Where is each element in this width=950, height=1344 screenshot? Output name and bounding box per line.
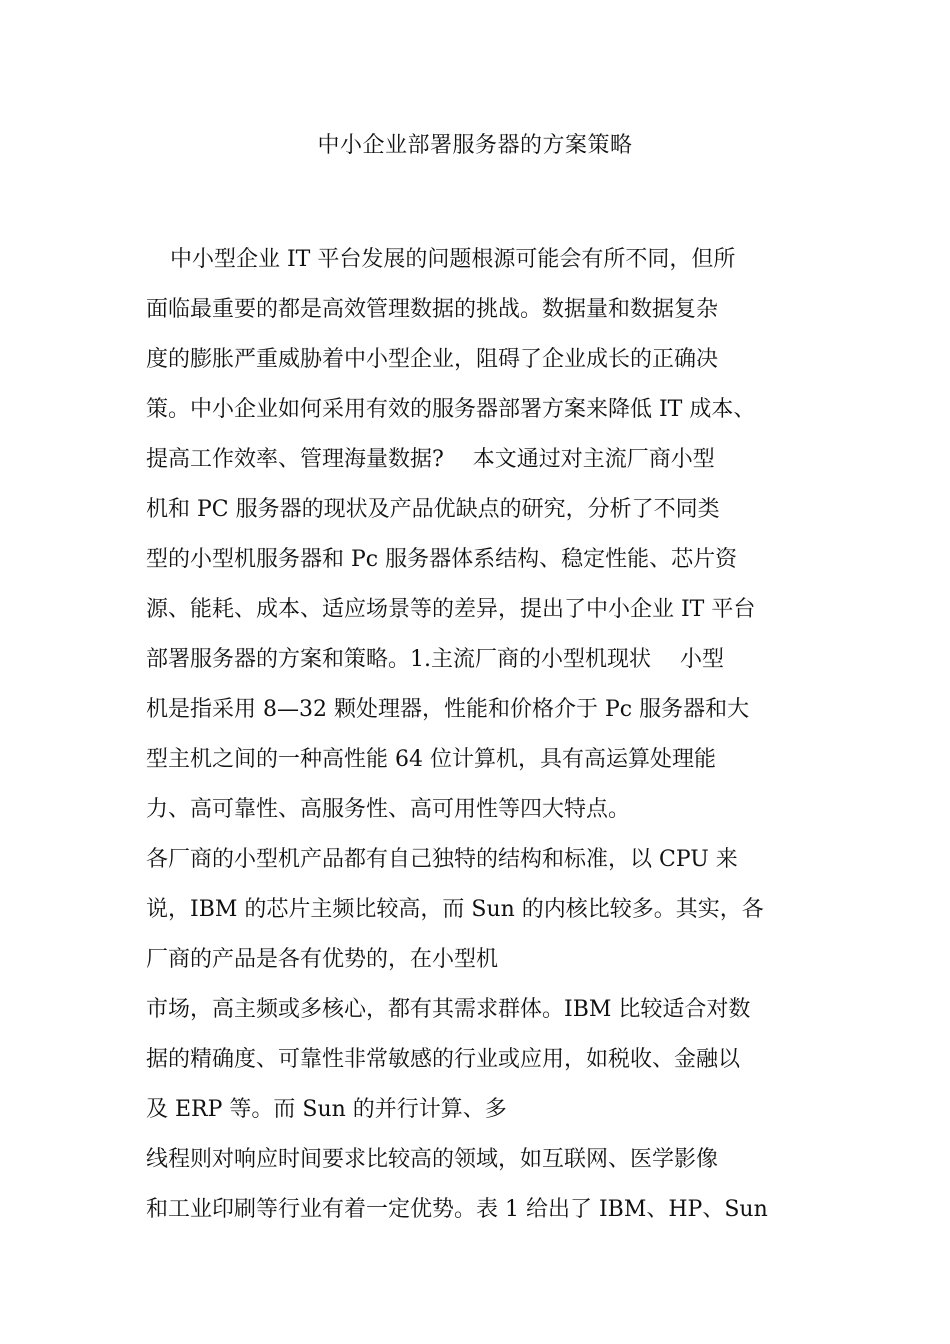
paragraph-line: 面临最重要的都是高效管理数据的挑战。数据量和数据复杂 <box>146 297 719 322</box>
document-title: 中小企业部署服务器的方案策略 <box>317 133 633 158</box>
paragraph-line: 型的小型机服务器和 Pc 服务器体系结构、稳定性能、芯片资 <box>146 547 738 572</box>
paragraph-line: 源、能耗、成本、适应场景等的差异，提出了中小企业 IT 平台 <box>146 597 756 622</box>
paragraph-line: 提高工作效率、管理海量数据? 本文通过对主流厂商小型 <box>146 447 715 472</box>
paragraph-line: 市场，高主频或多核心，都有其需求群体。IBM 比较适合对数 <box>146 997 751 1022</box>
paragraph-line: 说，IBM 的芯片主频比较高，而 Sun 的内核比较多。其实，各 <box>146 897 764 922</box>
paragraph-line: 力、高可靠性、高服务性、高可用性等四大特点。 <box>146 797 631 822</box>
paragraph-line: 各厂商的小型机产品都有自己独特的结构和标准，以 CPU 来 <box>146 847 738 872</box>
paragraph-line: 中小型企业 IT 平台发展的问题根源可能会有所不同，但所 <box>170 247 736 272</box>
paragraph-line: 机是指采用 8—32 颗处理器，性能和价格介于 Pc 服务器和大 <box>146 697 750 722</box>
document-body <box>146 235 826 1235</box>
paragraph-line: 度的膨胀严重威胁着中小型企业，阻碍了企业成长的正确决 <box>146 347 719 372</box>
paragraph-line: 及 ERP 等。而 Sun 的并行计算、多 <box>146 1097 507 1122</box>
paragraph-line: 厂商的产品是各有优势的，在小型机 <box>146 947 499 972</box>
paragraph-line: 部署服务器的方案和策略。1.主流厂商的小型机现状 小型 <box>146 647 724 672</box>
paragraph-line: 和工业印刷等行业有着一定优势。表 1 给出了 IBM、HP、Sun <box>146 1197 768 1222</box>
paragraph-line: 型主机之间的一种高性能 64 位计算机，具有高运算处理能 <box>146 747 716 772</box>
paragraph-line: 线程则对响应时间要求比较高的领域，如互联网、医学影像 <box>146 1147 719 1172</box>
paragraph-line: 策。中小企业如何采用有效的服务器部署方案来降低 IT 成本、 <box>146 397 756 422</box>
paragraph-line: 机和 PC 服务器的现状及产品优缺点的研究，分析了不同类 <box>146 497 720 522</box>
paragraph-line: 据的精确度、可靠性非常敏感的行业或应用，如税收、金融以 <box>146 1047 741 1072</box>
